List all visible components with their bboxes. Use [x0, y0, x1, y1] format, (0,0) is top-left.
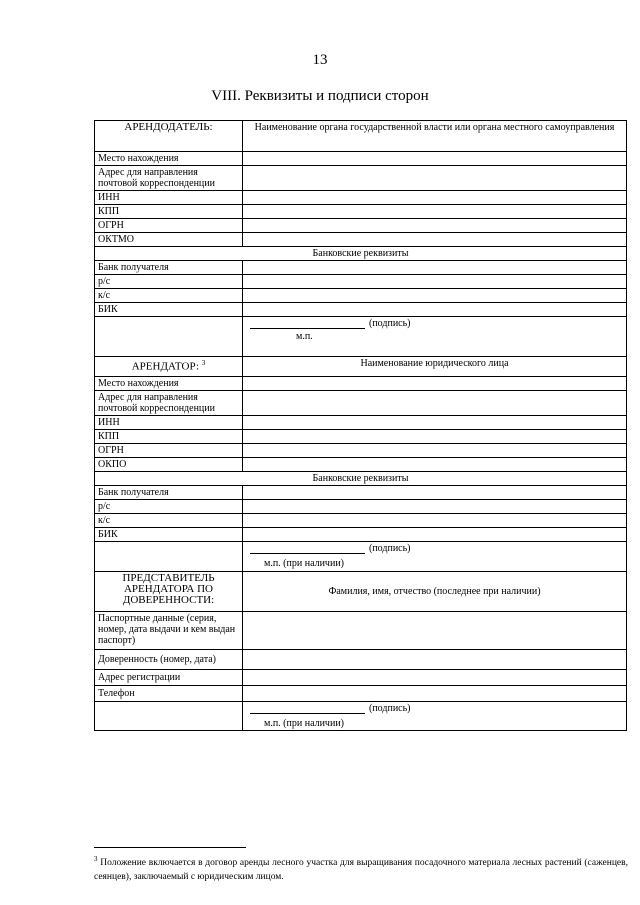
field-value — [243, 152, 627, 166]
field-value — [243, 219, 627, 233]
field-label: ОГРН — [95, 219, 243, 233]
representative-header-row — [95, 572, 627, 612]
representative-heading: ПРЕДСТАВИТЕЛЬ АРЕНДАТОРА ПО ДОВЕРЕННОСТИ: — [95, 572, 243, 612]
table-row — [95, 500, 627, 514]
table-row — [95, 391, 627, 416]
table-row — [95, 275, 627, 289]
footnote — [94, 852, 628, 884]
table-row — [95, 444, 627, 458]
table-row — [95, 416, 627, 430]
table-row — [95, 650, 627, 670]
field-label: ОГРН — [95, 444, 243, 458]
bank-heading-row — [95, 472, 627, 486]
signature-label: (подпись) — [369, 318, 411, 329]
landlord-signature-row — [95, 317, 627, 357]
bank-heading-row — [95, 247, 627, 261]
field-label: Адрес регистрации — [95, 670, 243, 686]
table-row — [95, 686, 627, 702]
footnote-text: Положение включается в договор аренды лесного участка для выращивания посадочного материала лесных растений (саженцев, сеянцев), заключаемый с юридическим лицом. — [94, 858, 628, 883]
field-label: Место нахождения — [95, 377, 243, 391]
tenant-signature-row — [95, 542, 627, 572]
field-value — [243, 458, 627, 472]
tenant-header-row — [95, 357, 627, 377]
field-value — [243, 191, 627, 205]
field-value — [243, 444, 627, 458]
field-value — [243, 289, 627, 303]
table-row — [95, 166, 627, 191]
field-value — [243, 500, 627, 514]
field-value — [243, 303, 627, 317]
field-label: Место нахождения — [95, 152, 243, 166]
field-value — [243, 686, 627, 702]
field-label: Доверенность (номер, дата) — [95, 650, 243, 670]
table-row — [95, 261, 627, 275]
signature-label: (подпись) — [369, 543, 411, 554]
section-title: VIII. Реквизиты и подписи сторон — [211, 88, 429, 104]
field-value — [243, 205, 627, 219]
field-label: ОКПО — [95, 458, 243, 472]
field-label: Паспортные данные (серия, номер, дата выдачи и кем выдан паспорт) — [95, 612, 243, 650]
table-row — [95, 612, 627, 650]
tenant-heading: АРЕНДАТОР: — [131, 360, 200, 373]
field-label: ОКТМО — [95, 233, 243, 247]
landlord-header-row — [95, 121, 627, 152]
field-label: р/с — [95, 500, 243, 514]
footnote-separator — [94, 847, 246, 848]
table-row — [95, 528, 627, 542]
table-row — [95, 303, 627, 317]
table-row — [95, 377, 627, 391]
field-value — [243, 416, 627, 430]
stamp-label: м.п. — [296, 331, 313, 342]
table-row — [95, 514, 627, 528]
field-value — [243, 166, 627, 191]
stamp-label: м.п. (при наличии) — [264, 718, 344, 729]
field-label: Адрес для направления почтовой корреспонденции — [95, 166, 243, 191]
empty-cell — [95, 702, 243, 731]
signature-label: (подпись) — [369, 703, 411, 714]
field-label: КПП — [95, 205, 243, 219]
tenant-signature-cell — [243, 542, 627, 572]
page-number: 13 — [312, 52, 328, 68]
footnote-mark: 3 — [201, 359, 206, 367]
empty-cell — [95, 542, 243, 572]
representative-name-caption: Фамилия, имя, отчество (последнее при наличии) — [243, 572, 627, 612]
field-label: КПП — [95, 430, 243, 444]
signature-line — [250, 319, 365, 329]
table-row — [95, 430, 627, 444]
table-row — [95, 233, 627, 247]
field-label: БИК — [95, 303, 243, 317]
field-value — [243, 430, 627, 444]
field-value — [243, 233, 627, 247]
field-label: ИНН — [95, 191, 243, 205]
field-label: БИК — [95, 528, 243, 542]
table-row — [95, 152, 627, 166]
landlord-bank-heading: Банковские реквизиты — [95, 247, 627, 261]
representative-signature-cell — [243, 702, 627, 731]
tenant-heading-cell — [95, 357, 243, 377]
field-label: Адрес для направления почтовой корреспонденции — [95, 391, 243, 416]
stamp-label: м.п. (при наличии) — [264, 558, 344, 569]
field-value — [243, 670, 627, 686]
representative-signature-row — [95, 702, 627, 731]
field-label: Телефон — [95, 686, 243, 702]
field-label: ИНН — [95, 416, 243, 430]
field-label: Банк получателя — [95, 486, 243, 500]
landlord-name-caption: Наименование органа государственной власти или органа местного самоуправления — [243, 121, 627, 152]
field-value — [243, 275, 627, 289]
table-row — [95, 205, 627, 219]
field-value — [243, 486, 627, 500]
footnote-mark: 3 — [94, 855, 98, 863]
field-label: Банк получателя — [95, 261, 243, 275]
landlord-signature-cell — [243, 317, 627, 357]
field-value — [243, 391, 627, 416]
table-row — [95, 486, 627, 500]
table-row — [95, 670, 627, 686]
field-value — [243, 528, 627, 542]
signature-line — [250, 704, 365, 714]
table-row — [95, 191, 627, 205]
table-row — [95, 289, 627, 303]
field-value — [243, 377, 627, 391]
signature-line — [250, 544, 365, 554]
field-value — [243, 514, 627, 528]
field-value — [243, 612, 627, 650]
field-label: к/с — [95, 514, 243, 528]
requisites-table — [94, 120, 627, 731]
field-value — [243, 650, 627, 670]
table-row — [95, 219, 627, 233]
field-label: к/с — [95, 289, 243, 303]
empty-cell — [95, 317, 243, 357]
table-row — [95, 458, 627, 472]
tenant-name-caption: Наименование юридического лица — [243, 357, 627, 377]
tenant-bank-heading: Банковские реквизиты — [95, 472, 627, 486]
field-label: р/с — [95, 275, 243, 289]
field-value — [243, 261, 627, 275]
landlord-heading: АРЕНДОДАТЕЛЬ: — [95, 121, 243, 152]
